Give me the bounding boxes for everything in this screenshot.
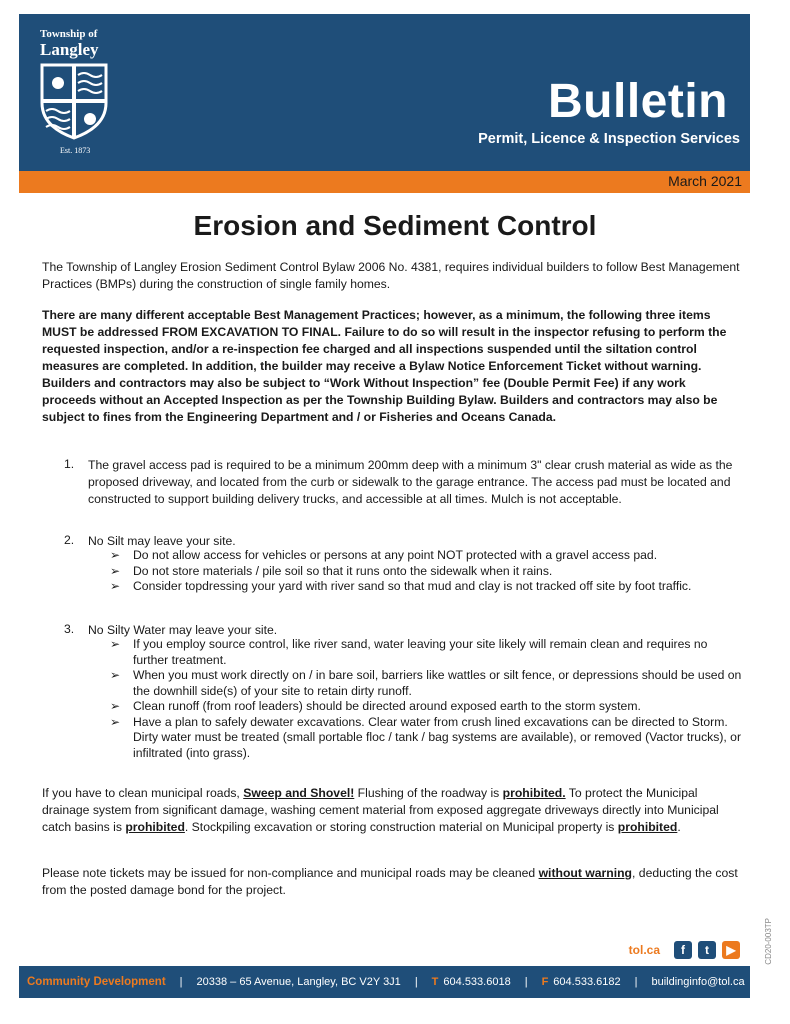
department-subtitle: Permit, Licence & Inspection Services xyxy=(478,131,740,147)
arrow-bullet-icon: ➢ xyxy=(110,563,121,578)
list-item-2-bullets xyxy=(110,548,745,595)
list-number-1: 1. xyxy=(64,457,75,471)
logo-established-text: Est. 1873 xyxy=(60,146,91,155)
bullet-item: ➢ Clean runoff (from roof leaders) should be directed around exposed earth to the storm system. xyxy=(110,699,641,713)
arrow-bullet-icon: ➢ xyxy=(110,714,121,729)
arrow-bullet-icon: ➢ xyxy=(110,548,121,562)
bulletin-date: March 2021 xyxy=(668,173,742,189)
prohibited-emphasis: prohibited xyxy=(617,820,678,834)
arrow-bullet-icon: ➢ xyxy=(110,579,121,593)
warning-paragraph: There are many different acceptable Best Management Practices; however, as a minimum, the following three items MUST be addressed FROM EXCAVATION TO FINAL. Failure to do so will result in the inspector refusing to perform the requested inspection, and/or a re-inspection fee charged and all inspections suspended until the siltation control measures are completed. In addition, the builder may receive a Bylaw Notice Enforcement Ticket without warning. Builders and contractors may also be subject to “Work Without Inspection” fee (Double Permit Fee) if any work proceeds without an Accepted Inspection as per the Township Building Bylaw. Builders and contractors may also be subject to fines from the Engineering Department and / or Fisheries and Oceans Canada. xyxy=(42,308,727,424)
prohibited-emphasis: prohibited. xyxy=(502,786,566,800)
bullet-item: ➢ If you employ source control, like river sand, water leaving your site likely will remain clean and requires no further treatment. xyxy=(110,637,708,667)
bullet-item: ➢ Have a plan to safely dewater excavations. Clear water from crush lined excavations can be directed to Storm. Dirty water must be treated (small portable floc / tank / bag systems are available), or removed (Vactor trucks), or infiltrated (into grass). xyxy=(110,714,742,760)
bullet-item: ➢ When you must work directly on / in bare soil, barriers like wattles or silt fence, or depressions should be used on the downhill side(s) of your site to retain dirty runoff. xyxy=(110,668,742,698)
logo-township-text: Township of xyxy=(40,28,98,40)
website-link[interactable]: tol.ca xyxy=(628,943,660,957)
list-item-2: No Silt may leave your site. xyxy=(88,534,236,548)
social-links xyxy=(629,941,740,959)
sweep-emphasis: Sweep and Shovel! xyxy=(243,786,355,800)
bulletin-heading: Bulletin xyxy=(548,75,728,128)
footer-separator: | xyxy=(179,976,183,988)
without-warning-emphasis: without warning xyxy=(538,866,633,880)
arrow-bullet-icon: ➢ xyxy=(110,668,121,682)
list-number-3: 3. xyxy=(64,622,75,636)
list-item-3-bullets xyxy=(110,637,745,761)
arrow-bullet-icon: ➢ xyxy=(110,699,121,713)
twitter-icon[interactable]: t xyxy=(698,941,716,959)
facebook-icon[interactable]: f xyxy=(674,941,692,959)
footer-separator: | xyxy=(524,976,528,988)
tickets-paragraph: Please note tickets may be issued for non-compliance and municipal roads may be cleaned without warning, deducting the cost from the posted damage bond for the project. xyxy=(42,866,738,897)
footer-email[interactable]: buildinginfo@tol.ca xyxy=(651,976,745,988)
footer-bar xyxy=(19,966,750,998)
bullet-item: ➢ Do not store materials / pile soil so that it runs onto the sidewalk when it rains. xyxy=(110,563,553,578)
youtube-icon[interactable]: ▶ xyxy=(722,941,740,959)
arrow-bullet-icon: ➢ xyxy=(110,637,121,651)
list-item-3: No Silty Water may leave your site. xyxy=(88,623,278,637)
footer-tel-label: T xyxy=(431,976,439,988)
footer-fax: 604.533.6182 xyxy=(553,976,621,988)
footer-department: Community Development xyxy=(27,976,166,988)
intro-paragraph: The Township of Langley Erosion Sediment Control Bylaw 2006 No. 4381, requires individual builders to follow Best Management Practices (BMPs) during the construction of single family homes. xyxy=(42,260,740,291)
footer-fax-label: F xyxy=(541,976,549,988)
list-item-1: The gravel access pad is required to be a minimum 200mm deep with a minimum 3" clear crush material as wide as the proposed driveway, and located from the curb or sidewalk to the garage entrance. The access pad must be located and constructed to support building delivery trucks, and accessible at all times. Mulch is not acceptable. xyxy=(88,458,733,506)
document-code: CD20-003TP xyxy=(764,918,773,965)
list-number-2: 2. xyxy=(64,533,75,547)
bullet-item: ➢ Consider topdressing your yard with river sand so that mud and clay is not tracked off site by foot traffic. xyxy=(110,579,692,593)
date-bar xyxy=(19,171,750,193)
page-title: Erosion and Sediment Control xyxy=(193,210,597,241)
footer-tel[interactable]: 604.533.6018 xyxy=(443,976,511,988)
footer-separator: | xyxy=(634,976,638,988)
prohibited-emphasis: prohibited xyxy=(125,820,185,834)
footer-address: 20338 – 65 Avenue, Langley, BC V2Y 3J1 xyxy=(196,976,401,988)
township-crest-icon xyxy=(40,63,108,139)
footer-separator: | xyxy=(414,976,418,988)
bullet-item: ➢ Do not allow access for vehicles or persons at any point NOT protected with a gravel access pad. xyxy=(110,548,658,562)
logo-name-text: Langley xyxy=(40,40,99,59)
roads-paragraph: If you have to clean municipal roads, Sweep and Shovel! Flushing of the roadway is prohibited. To protect the Municipal drainage system from significant damage, washing cement material from exposed aggregate driveways directly into Municipal catch basins is prohibited. Stockpiling excavation or storing construction material on Municipal property is prohibited. xyxy=(42,786,719,834)
